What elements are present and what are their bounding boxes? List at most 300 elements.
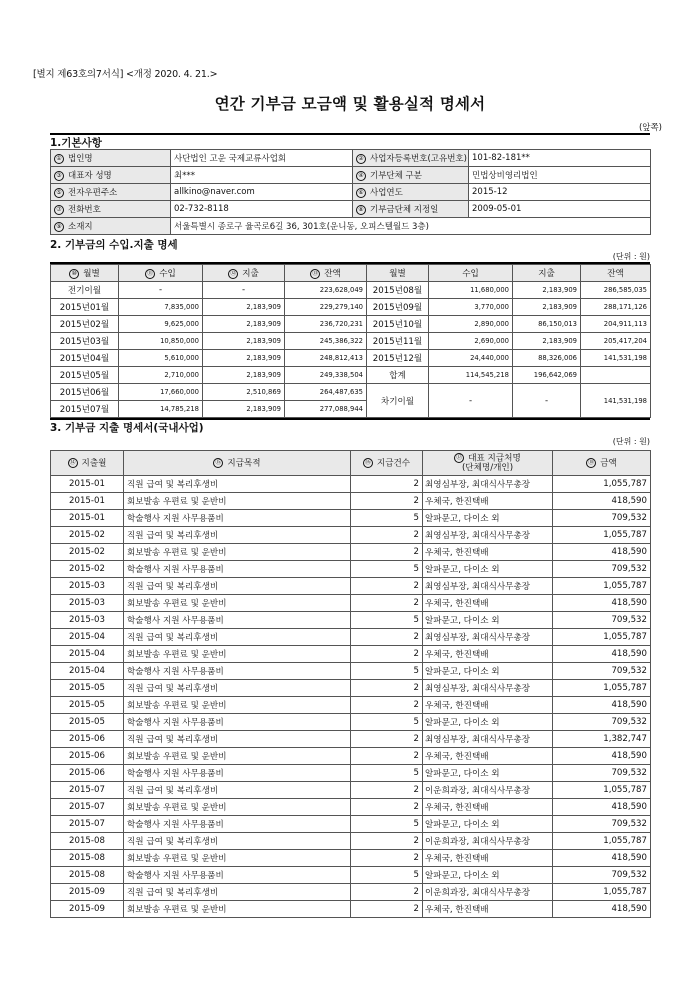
column-header [285, 265, 367, 282]
amount-cell [553, 697, 651, 714]
expense-month: 2015-08 [69, 870, 105, 880]
column-header-sublabel: (단체명/개인) [461, 463, 514, 474]
income-row [51, 333, 651, 350]
column-header-label: 지급건수 [376, 458, 411, 469]
expense-month-cell [51, 595, 124, 612]
month-label: 2015년04월 [59, 354, 110, 364]
month-label: 2015년05월 [59, 371, 110, 381]
purpose-cell [124, 782, 351, 799]
field-number-marker: ② [356, 154, 366, 164]
purpose-cell [124, 527, 351, 544]
expense-month-cell [51, 731, 124, 748]
expense-row [51, 476, 651, 493]
payee-name: 알파문고, 다이소 외 [425, 514, 500, 524]
amount-value: 418,590 [611, 751, 647, 761]
carryover-label: 차기이월 [380, 396, 415, 407]
payee-name: 우체국, 한진택배 [425, 752, 489, 762]
balance-value: 229,279,140 [319, 303, 363, 311]
column-header-label: 월별 [389, 269, 406, 279]
purpose-text: 직원 급여 및 복리후생비 [127, 837, 219, 847]
field-number-marker: ④ [356, 171, 366, 181]
income-value: 3,770,000 [474, 303, 509, 311]
count-cell [351, 816, 423, 833]
amount-cell [553, 663, 651, 680]
income-cell [119, 333, 203, 350]
purpose-text: 회보발송 우편료 및 운반비 [127, 548, 227, 558]
purpose-cell [124, 612, 351, 629]
count-cell [351, 510, 423, 527]
expense-month: 2015-02 [69, 530, 105, 540]
payee-cell [423, 833, 553, 850]
purpose-text: 학술행사 지원 사무용품비 [127, 616, 224, 626]
month-cell [51, 333, 119, 350]
balance-cell [285, 401, 367, 418]
purpose-text: 직원 급여 및 복리후생비 [127, 684, 219, 694]
purpose-text: 학술행사 지원 사무용품비 [127, 718, 224, 728]
count-cell [351, 901, 423, 918]
income-cell [429, 333, 513, 350]
expense-row [51, 544, 651, 561]
column-header [51, 451, 124, 476]
expense-row [51, 833, 651, 850]
field-label-cell [51, 218, 171, 235]
payee-cell [423, 850, 553, 867]
balance-cell [285, 299, 367, 316]
payee-name: 최영심부장, 최대식사무총장 [425, 684, 531, 694]
purpose-cell [124, 867, 351, 884]
column-header-label: 금액 [600, 458, 617, 469]
column-header-label: 지출 [242, 269, 259, 279]
payee-name: 최영심부장, 최대식사무총장 [425, 480, 531, 490]
balance-cell [581, 367, 651, 384]
expense-row [51, 884, 651, 901]
purpose-cell [124, 561, 351, 578]
carryover-expense-cell [513, 384, 581, 418]
purpose-cell [124, 646, 351, 663]
payee-cell [423, 663, 553, 680]
payee-cell [423, 493, 553, 510]
expense-month: 2015-06 [69, 768, 105, 778]
payee-cell [423, 799, 553, 816]
basic-info-row [51, 201, 651, 218]
carryover-label-cell [367, 384, 429, 418]
expense-month-cell [51, 901, 124, 918]
count-cell [351, 782, 423, 799]
expense-month-cell [51, 561, 124, 578]
balance-cell [581, 299, 651, 316]
column-header-label: 월별 [83, 269, 100, 279]
basic-info-row [51, 218, 651, 235]
income-row [51, 384, 651, 401]
payee-cell [423, 595, 553, 612]
payment-count: 2 [413, 836, 419, 846]
payee-name: 이운희과장, 최대식사무총장 [425, 837, 531, 847]
balance-cell [285, 350, 367, 367]
purpose-cell [124, 799, 351, 816]
amount-cell [553, 544, 651, 561]
field-value: allkino@naver.com [174, 187, 255, 197]
purpose-text: 직원 급여 및 복리후생비 [127, 633, 219, 643]
expense-month-cell [51, 867, 124, 884]
amount-value: 418,590 [611, 649, 647, 659]
balance-cell [285, 282, 367, 299]
expense-row [51, 799, 651, 816]
amount-value: 418,590 [611, 904, 647, 914]
field-value: 2015-12 [472, 187, 508, 197]
amount-value: 709,532 [611, 819, 647, 829]
expense-month: 2015-03 [69, 598, 105, 608]
payment-count: 5 [413, 615, 419, 625]
expense-cell [203, 384, 285, 401]
purpose-text: 학술행사 지원 사무용품비 [127, 667, 224, 677]
expense-row [51, 527, 651, 544]
purpose-cell [124, 816, 351, 833]
purpose-cell [124, 714, 351, 731]
payment-count: 2 [413, 632, 419, 642]
expense-row [51, 765, 651, 782]
payee-cell [423, 697, 553, 714]
purpose-cell [124, 544, 351, 561]
total-label: 합계 [389, 371, 406, 381]
purpose-text: 직원 급여 및 복리후생비 [127, 480, 219, 490]
field-number-marker: ③ [54, 171, 64, 181]
expense-month: 2015-03 [69, 615, 105, 625]
payment-count: 2 [413, 496, 419, 506]
expense-row [51, 748, 651, 765]
amount-cell [553, 578, 651, 595]
income-row [51, 350, 651, 367]
balance-value: 141,531,198 [603, 354, 647, 362]
amount-value: 1,055,787 [603, 683, 647, 693]
column-header-label: 잔액 [607, 269, 624, 279]
purpose-cell [124, 476, 351, 493]
expense-value: 2,183,909 [246, 371, 281, 379]
balance-value: 288,171,126 [603, 303, 647, 311]
payee-name: 알파문고, 다이소 외 [425, 565, 500, 575]
month-label: 전기이월 [67, 286, 102, 296]
payment-count: 2 [413, 802, 419, 812]
income-row [51, 367, 651, 384]
count-cell [351, 646, 423, 663]
purpose-cell [124, 578, 351, 595]
count-cell [351, 714, 423, 731]
field-number-marker: ⑦ [54, 205, 64, 215]
expense-row [51, 493, 651, 510]
payment-count: 5 [413, 564, 419, 574]
purpose-text: 학술행사 지원 사무용품비 [127, 514, 224, 524]
purpose-text: 직원 급여 및 복리후생비 [127, 582, 219, 592]
month-cell [51, 367, 119, 384]
month-cell [51, 401, 119, 418]
income-value: 9,625,000 [164, 320, 199, 328]
purpose-text: 회보발송 우편료 및 운반비 [127, 497, 227, 507]
column-header-label: 수입 [159, 269, 176, 279]
field-label: 사업자등록번호(고유번호) [370, 154, 467, 164]
balance-cell [581, 316, 651, 333]
field-number-marker: ⑥ [356, 188, 366, 198]
expense-cell [513, 299, 581, 316]
carryover-income-cell [429, 384, 513, 418]
amount-value: 709,532 [611, 870, 647, 880]
column-header [124, 451, 351, 476]
field-number-marker: ⑧ [356, 205, 366, 215]
purpose-cell [124, 850, 351, 867]
field-value: 101-82-181** [472, 153, 530, 163]
expense-month-cell [51, 884, 124, 901]
balance-cell [285, 333, 367, 350]
payee-name: 우체국, 한진택배 [425, 701, 489, 711]
amount-cell [553, 714, 651, 731]
payment-count: 5 [413, 717, 419, 727]
purpose-text: 학술행사 지원 사무용품비 [127, 769, 224, 779]
expense-value: 2,183,909 [246, 320, 281, 328]
amount-cell [553, 731, 651, 748]
purpose-text: 학술행사 지원 사무용품비 [127, 871, 224, 881]
field-label-cell [353, 150, 469, 167]
expense-cell [203, 282, 285, 299]
expense-month-cell [51, 629, 124, 646]
expense-month: 2015-09 [69, 904, 105, 914]
month-cell [367, 299, 429, 316]
payment-count: 5 [413, 666, 419, 676]
expense-value: 2,183,909 [246, 303, 281, 311]
expense-month-cell [51, 748, 124, 765]
count-cell [351, 595, 423, 612]
amount-value: 1,382,747 [603, 734, 647, 744]
column-header-label: 잔액 [324, 269, 341, 279]
expense-value: 2,183,909 [542, 286, 577, 294]
amount-cell [553, 527, 651, 544]
amount-cell [553, 680, 651, 697]
expense-month-cell [51, 680, 124, 697]
payment-count: 2 [413, 904, 419, 914]
income-cell [119, 316, 203, 333]
payee-name: 우체국, 한진택배 [425, 599, 489, 609]
amount-cell [553, 850, 651, 867]
payee-name: 우체국, 한진택배 [425, 905, 489, 915]
purpose-cell [124, 510, 351, 527]
month-cell [51, 350, 119, 367]
balance-cell [285, 316, 367, 333]
payment-count: 2 [413, 547, 419, 557]
amount-value: 418,590 [611, 802, 647, 812]
expense-month-cell [51, 527, 124, 544]
purpose-cell [124, 697, 351, 714]
expense-cell [513, 316, 581, 333]
count-cell [351, 578, 423, 595]
payment-count: 5 [413, 513, 419, 523]
income-value: 2,710,000 [164, 371, 199, 379]
income-cell [119, 367, 203, 384]
count-cell [351, 748, 423, 765]
basic-info-row [51, 150, 651, 167]
payee-name: 알파문고, 다이소 외 [425, 871, 500, 881]
payment-count: 2 [413, 598, 419, 608]
month-cell [51, 299, 119, 316]
expense-month: 2015-07 [69, 819, 105, 829]
field-label: 소재지 [68, 222, 93, 232]
expense-row [51, 714, 651, 731]
column-header [553, 451, 651, 476]
income-value: 11,680,000 [470, 286, 509, 294]
count-cell [351, 663, 423, 680]
payee-cell [423, 646, 553, 663]
payee-cell [423, 510, 553, 527]
payee-name: 알파문고, 다이소 외 [425, 718, 500, 728]
month-label: 2015년09월 [372, 303, 423, 313]
expense-month: 2015-04 [69, 632, 105, 642]
expense-row [51, 510, 651, 527]
month-cell [367, 333, 429, 350]
purpose-text: 직원 급여 및 복리후생비 [127, 888, 219, 898]
balance-value: 277,088,944 [319, 405, 363, 413]
section2-heading: 2. 기부금의 수입.지출 명세 [50, 239, 178, 251]
section3-heading: 3. 기부금 지출 명세서(국내사업) [50, 422, 204, 434]
income-header-row [51, 265, 651, 282]
balance-value: 205,417,204 [603, 337, 647, 345]
expense-value: 86,150,013 [538, 320, 577, 328]
amount-value: 1,055,787 [603, 836, 647, 846]
field-label: 법인명 [68, 154, 93, 164]
purpose-cell [124, 765, 351, 782]
expense-row [51, 612, 651, 629]
field-label: 대표자 성명 [68, 171, 112, 181]
expense-row [51, 680, 651, 697]
expense-value: - [241, 285, 246, 295]
field-value: 02-732-8118 [174, 204, 229, 214]
address-value: 서울특별시 종로구 율곡로6길 36, 301호(운니동, 오피스텔월드 3층) [174, 222, 429, 232]
column-header [351, 451, 423, 476]
expense-row [51, 782, 651, 799]
income-row [51, 316, 651, 333]
expense-row [51, 646, 651, 663]
column-header [119, 265, 203, 282]
amount-value: 1,055,787 [603, 887, 647, 897]
income-cell [119, 299, 203, 316]
purpose-cell [124, 748, 351, 765]
column-header-label: 지급목적 [227, 458, 261, 469]
field-value-cell [469, 167, 651, 184]
field-value: 민법상비영리법인 [472, 171, 538, 181]
expense-month-cell [51, 663, 124, 680]
expense-month-cell [51, 782, 124, 799]
purpose-text: 직원 급여 및 복리후생비 [127, 531, 219, 541]
field-label-cell [51, 150, 171, 167]
purpose-cell [124, 833, 351, 850]
payee-name: 우체국, 한진택배 [425, 803, 489, 813]
purpose-text: 학술행사 지원 사무용품비 [127, 820, 224, 830]
payment-count: 5 [413, 819, 419, 829]
count-cell [351, 612, 423, 629]
balance-value: 249,338,504 [319, 371, 363, 379]
expense-month-cell [51, 850, 124, 867]
form-note: [별지 제63호의7서식] <개정 2020. 4. 21.> [33, 69, 218, 80]
domestic-expense-table [50, 450, 651, 918]
expense-cell [203, 316, 285, 333]
expense-month-cell [51, 544, 124, 561]
income-cell [119, 401, 203, 418]
income-row [51, 299, 651, 316]
expense-month: 2015-02 [69, 547, 105, 557]
balance-value: 245,386,322 [319, 337, 363, 345]
payment-count: 5 [413, 768, 419, 778]
month-cell [51, 384, 119, 401]
column-header [51, 265, 119, 282]
expense-row [51, 561, 651, 578]
amount-cell [553, 765, 651, 782]
carryover-income: - [468, 395, 473, 406]
field-value-cell [171, 201, 353, 218]
purpose-cell [124, 595, 351, 612]
expense-value: 196,642,069 [533, 371, 577, 379]
column-number-marker: ⑬ [312, 269, 319, 277]
payment-count: 2 [413, 530, 419, 540]
amount-cell [553, 595, 651, 612]
month-label: 2015년02월 [59, 320, 110, 330]
payment-count: 2 [413, 683, 419, 693]
count-cell [351, 765, 423, 782]
amount-cell [553, 493, 651, 510]
column-header-label: 수입 [462, 269, 479, 279]
income-cell [429, 316, 513, 333]
count-cell [351, 697, 423, 714]
count-cell [351, 833, 423, 850]
expense-month-cell [51, 646, 124, 663]
amount-value: 418,590 [611, 496, 647, 506]
column-number-marker: ⑯ [364, 458, 371, 466]
count-cell [351, 476, 423, 493]
balance-cell [285, 367, 367, 384]
payment-count: 2 [413, 700, 419, 710]
field-value-cell [171, 167, 353, 184]
expense-row [51, 629, 651, 646]
balance-value: 223,628,049 [319, 286, 363, 294]
expense-row [51, 697, 651, 714]
payee-name: 최영심부장, 최대식사무총장 [425, 531, 531, 541]
column-header-label: 대표 지급처명 [468, 453, 521, 464]
expense-month: 2015-06 [69, 734, 105, 744]
carryover-balance: 141,531,198 [603, 396, 647, 405]
expense-month: 2015-07 [69, 802, 105, 812]
column-header [513, 265, 581, 282]
expense-month: 2015-03 [69, 581, 105, 591]
payee-cell [423, 476, 553, 493]
purpose-cell [124, 884, 351, 901]
expense-month-cell [51, 816, 124, 833]
expense-month: 2015-08 [69, 836, 105, 846]
income-row [51, 282, 651, 299]
expense-value: 2,183,909 [246, 405, 281, 413]
payee-name: 우체국, 한진택배 [425, 650, 489, 660]
column-number-marker: ⑰ [456, 453, 463, 461]
amount-cell [553, 833, 651, 850]
count-cell [351, 867, 423, 884]
expense-month: 2015-08 [69, 853, 105, 863]
payment-count: 2 [413, 887, 419, 897]
month-cell [51, 316, 119, 333]
amount-cell [553, 629, 651, 646]
expense-row [51, 731, 651, 748]
count-cell [351, 544, 423, 561]
purpose-text: 회보발송 우편료 및 운반비 [127, 752, 227, 762]
payee-name: 알파문고, 다이소 외 [425, 616, 500, 626]
month-label: 2015년01월 [59, 303, 110, 313]
expense-row [51, 867, 651, 884]
balance-value: 264,487,635 [319, 388, 363, 396]
field-label: 기부단체 구분 [370, 171, 422, 181]
payee-cell [423, 816, 553, 833]
payment-count: 2 [413, 853, 419, 863]
